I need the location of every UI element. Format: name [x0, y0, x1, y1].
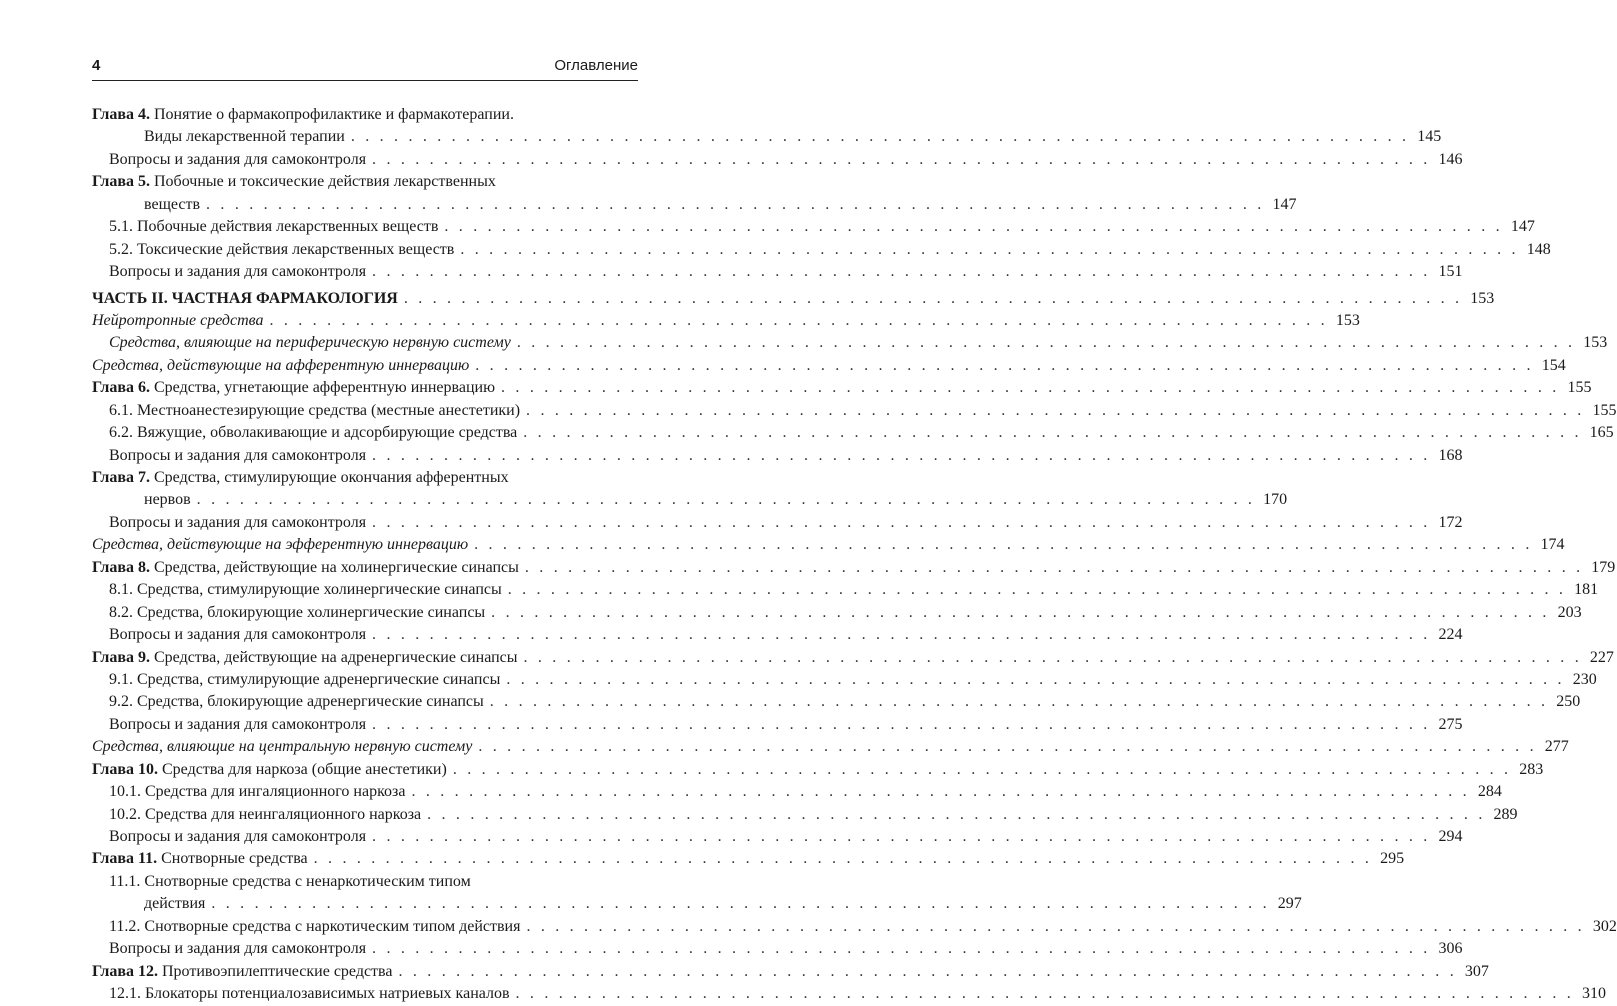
table-of-contents — [92, 104, 1617, 1006]
toc-entry-text: Вопросы и задания для самоконтроля — [109, 513, 367, 531]
toc-entry-title — [92, 310, 263, 332]
toc-entry-title — [109, 624, 366, 646]
dot-leader: . . . . . . . . . . . . . . . . . . . . . . . . . . . . . . . . . . . . . . . . . . . . . . . . . . . . . . . . . . . . . . . . . . . . . . . . . . — [372, 513, 1431, 531]
dot-leader: . . . . . . . . . . . . . . . . . . . . . . . . . . . . . . . . . . . . . . . . . . . . . . . . . . . . . . . . . . . . . . . . . . . . . . . . . . — [372, 715, 1431, 733]
toc-page-number: 224 — [1438, 626, 1463, 644]
dot-leader: . . . . . . . . . . . . . . . . . . . . . . . . . . . . . . . . . . . . . . . . . . . . . . . . . . . . . . . . . . . . . . . . . . . . . . . . . . — [313, 850, 1373, 868]
toc-page-number: 181 — [1574, 581, 1599, 599]
toc-page-number: 174 — [1540, 536, 1565, 554]
toc-page-number: 294 — [1438, 828, 1463, 845]
toc-entry-title — [109, 400, 520, 422]
dot-leader: . . . . . . . . . . . . . . . . . . . . . . . . . . . . . . . . . . . . . . . . . . . . . . . . . . . . . . . . . . . . . . . . . . . . . . . . . . — [398, 962, 1457, 980]
toc-entry-title — [144, 489, 191, 511]
toc-entry-title — [109, 216, 438, 238]
dot-leader: . . . . . . . . . . . . . . . . . . . . . . . . . . . . . . . . . . . . . . . . . . . . . . . . . . . . . . . . . . . . . . . . . . . . . . . . . . — [523, 648, 1582, 666]
page-number: 4 — [92, 57, 101, 74]
toc-entry-text: Средства для наркоза (общие анестетики) — [158, 760, 447, 778]
dot-leader: . . . . . . . . . . . . . . . . . . . . . . . . . . . . . . . . . . . . . . . . . . . . . . . . . . . . . . . . . . . . . . . . . . . . . . . . . . — [507, 581, 1567, 599]
toc-entry-text: Средства, влияющие на центральную нервную систему — [92, 738, 473, 756]
toc-entry — [92, 579, 1599, 601]
toc-entry-title — [92, 355, 469, 377]
dot-leader: . . . . . . . . . . . . . . . . . . . . . . . . . . . . . . . . . . . . . . . . . . . . . . . . . . . . . . . . . . . . . . . . . . . . . . . . . . — [474, 536, 1533, 554]
dot-leader: . . . . . . . . . . . . . . . . . . . . . . . . . . . . . . . . . . . . . . . . . . . . . . . . . . . . . . . . . . . . . . . . . . . . . . . . . . — [526, 917, 1585, 935]
dot-leader: . . . . . . . . . . . . . . . . . . . . . . . . . . . . . . . . . . . . . . . . . . . . . . . . . . . . . . . . . . . . . . . . . . . . . . . . . . — [506, 670, 1565, 688]
dot-leader: . . . . . . . . . . . . . . . . . . . . . . . . . . . . . . . . . . . . . . . . . . . . . . . . . . . . . . . . . . . . . . . . . . . . . . . . . . — [526, 401, 1585, 419]
toc-entry-title — [92, 104, 638, 126]
toc-entry-text: 6.2. Вяжущие, обволакивающие и адсорбирующие средства — [109, 424, 518, 442]
chapter-label: Глава 6. — [92, 379, 150, 397]
dot-leader: . . . . . . . . . . . . . . . . . . . . . . . . . . . . . . . . . . . . . . . . . . . . . . . . . . . . . . . . . . . . . . . . . . . . . . . . . . — [491, 603, 1550, 621]
toc-entry — [92, 512, 1463, 534]
toc-entry — [92, 400, 1617, 422]
toc-entry — [92, 239, 1551, 261]
chapter-label: Глава 8. — [92, 558, 150, 576]
dot-leader: . . . . . . . . . . . . . . . . . . . . . . . . . . . . . . . . . . . . . . . . . . . . . . . . . . . . . . . . . . . . . . . . . . . . . . . . . . — [460, 240, 1519, 258]
toc-page-number: 147 — [1272, 195, 1297, 213]
toc-entry — [92, 916, 1617, 938]
toc-entry-text: Понятие о фармакопрофилактике и фармакотерапии. — [150, 106, 514, 123]
toc-entry — [92, 736, 1569, 758]
toc-entry-text: 5.1. Побочные действия лекарственных веществ — [109, 218, 439, 236]
toc-entry-title — [92, 557, 519, 579]
chapter-label: Глава 12. — [92, 962, 158, 980]
toc-entry-title — [109, 669, 500, 691]
toc-page-number: 283 — [1519, 760, 1544, 778]
toc-page-number: 153 — [1470, 289, 1495, 307]
chapter-label: Глава 7. — [92, 469, 150, 486]
dot-leader: . . . . . . . . . . . . . . . . . . . . . . . . . . . . . . . . . . . . . . . . . . . . . . . . . . . . . . . . . . . . . . . . . . . . . . . . . . — [524, 558, 1584, 576]
toc-page-number: 227 — [1589, 648, 1614, 666]
toc-entry — [92, 714, 1463, 736]
dot-leader: . . . . . . . . . . . . . . . . . . . . . . . . . . . . . . . . . . . . . . . . . . . . . . . . . . . . . . . . . . . . . . . . . . . . . . . . . . — [478, 738, 1537, 756]
toc-entry — [92, 826, 1463, 848]
toc-entry-text: Виды лекарственной терапии — [144, 128, 345, 146]
toc-entry-title — [92, 534, 468, 556]
toc-entry-title — [92, 759, 447, 781]
toc-entry-title — [92, 171, 638, 193]
chapter-label: Глава 11. — [92, 850, 158, 868]
toc-entry-title — [92, 647, 518, 669]
toc-entry-title — [144, 893, 205, 915]
toc-entry — [92, 961, 1489, 983]
toc-entry-text: 12.1. Блокаторы потенциалозависимых натриевых каналов — [109, 985, 510, 1003]
toc-page-number: 165 — [1589, 424, 1614, 442]
chapter-label: Глава 5. — [92, 173, 150, 191]
toc-entry-title — [109, 602, 485, 624]
toc-entry-text: Противоэпилептические средства — [158, 962, 393, 980]
chapter-label: Глава 9. — [92, 648, 150, 666]
toc-entry-text: 11.1. Снотворные средства с ненаркотическим типом — [109, 872, 471, 890]
toc-entry-title — [92, 377, 495, 399]
toc-entry-title — [109, 261, 366, 283]
toc-entry — [92, 759, 1544, 781]
toc-entry-text: Вопросы и задания для самоконтроля — [109, 828, 367, 845]
dot-leader: . . . . . . . . . . . . . . . . . . . . . . . . . . . . . . . . . . . . . . . . . . . . . . . . . . . . . . . . . . . . . . . . . . . . . . . . . . — [206, 195, 1265, 213]
toc-page-number: 277 — [1544, 738, 1569, 756]
toc-entry — [92, 534, 1565, 556]
toc-entry-title — [92, 848, 308, 870]
dot-leader: . . . . . . . . . . . . . . . . . . . . . . . . . . . . . . . . . . . . . . . . . . . . . . . . . . . . . . . . . . . . . . . . . . . . . . . . . . — [516, 334, 1576, 352]
chapter-label: ЧАСТЬ II. ЧАСТНАЯ ФАРМАКОЛОГИЯ — [92, 289, 398, 307]
toc-entry — [92, 467, 638, 489]
toc-entry-text: Средства, угнетающие афферентную иннервацию — [150, 379, 496, 397]
toc-entry-title — [109, 691, 484, 713]
toc-entry-title — [92, 467, 638, 489]
toc-entry — [92, 669, 1597, 691]
toc-page-number: 284 — [1477, 783, 1502, 801]
toc-page-number: 310 — [1581, 985, 1606, 1003]
toc-entry — [92, 804, 1518, 826]
toc-entry-title — [109, 871, 638, 893]
toc-entry — [92, 355, 1566, 377]
toc-entry — [92, 332, 1608, 354]
toc-page-number: 230 — [1572, 670, 1597, 688]
dot-leader: . . . . . . . . . . . . . . . . . . . . . . . . . . . . . . . . . . . . . . . . . . . . . . . . . . . . . . . . . . . . . . . . . . . . . . . . . . — [350, 128, 1410, 146]
toc-entry-title — [109, 938, 366, 960]
dot-leader: . . . . . . . . . . . . . . . . . . . . . . . . . . . . . . . . . . . . . . . . . . . . . . . . . . . . . . . . . . . . . . . . . . . . . . . . . . — [427, 805, 1486, 823]
toc-entry-text: 6.1. Местноанестезирующие средства (местные анестетики) — [109, 401, 521, 419]
toc-entry-title — [109, 714, 366, 736]
toc-entry-text: веществ — [144, 195, 201, 213]
dot-leader: . . . . . . . . . . . . . . . . . . . . . . . . . . . . . . . . . . . . . . . . . . . . . . . . . . . . . . . . . . . . . . . . . . . . . . . . . . — [372, 263, 1431, 281]
toc-entry-title — [109, 332, 511, 354]
toc-entry-text: нервов — [144, 491, 191, 509]
toc-entry — [92, 983, 1606, 1005]
toc-entry-title — [92, 288, 398, 310]
dot-leader: . . . . . . . . . . . . . . . . . . . . . . . . . . . . . . . . . . . . . . . . . . . . . . . . . . . . . . . . . . . . . . . . . . . . . . . . . . — [196, 491, 1256, 509]
toc-entry — [92, 104, 638, 126]
toc-entry — [92, 216, 1535, 238]
toc-entry-text: Вопросы и задания для самоконтроля — [109, 626, 367, 644]
dot-leader: . . . . . . . . . . . . . . . . . . . . . . . . . . . . . . . . . . . . . . . . . . . . . . . . . . . . . . . . . . . . . . . . . . . . . . . . . . — [372, 150, 1431, 168]
dot-leader: . . . . . . . . . . . . . . . . . . . . . . . . . . . . . . . . . . . . . . . . . . . . . . . . . . . . . . . . . . . . . . . . . . . . . . . . . . — [372, 446, 1431, 464]
toc-page-number: 168 — [1438, 446, 1463, 464]
toc-entry-title — [144, 194, 200, 216]
toc-page-number: 170 — [1263, 491, 1288, 509]
chapter-label: Глава 10. — [92, 760, 158, 778]
dot-leader: . . . . . . . . . . . . . . . . . . . . . . . . . . . . . . . . . . . . . . . . . . . . . . . . . . . . . . . . . . . . . . . . . . . . . . . . . . — [489, 693, 1549, 711]
toc-entry-title — [109, 781, 405, 803]
toc-page-number: 203 — [1557, 603, 1582, 621]
chapter-label: Глава 4. — [92, 106, 150, 123]
toc-entry-text: 5.2. Токсические действия лекарственных веществ — [109, 240, 455, 258]
toc-entry-text: Средства, действующие на адренергические синапсы — [150, 648, 518, 666]
toc-entry — [92, 445, 1463, 467]
toc-page-number: 148 — [1526, 240, 1551, 258]
toc-entry-text: Побочные и токсические действия лекарственных — [150, 173, 496, 191]
toc-page-number: 155 — [1592, 401, 1617, 419]
toc-entry — [92, 149, 1463, 171]
toc-entry — [92, 126, 1442, 148]
dot-leader: . . . . . . . . . . . . . . . . . . . . . . . . . . . . . . . . . . . . . . . . . . . . . . . . . . . . . . . . . . . . . . . . . . . . . . . . . . — [452, 760, 1512, 778]
toc-entry-text: 8.2. Средства, блокирующие холинергические синапсы — [109, 603, 486, 621]
toc-entry-text: 11.2. Снотворные средства с наркотическим типом действия — [109, 917, 521, 935]
dot-leader: . . . . . . . . . . . . . . . . . . . . . . . . . . . . . . . . . . . . . . . . . . . . . . . . . . . . . . . . . . . . . . . . . . . . . . . . . . — [411, 783, 1470, 801]
toc-entry — [92, 602, 1582, 624]
toc-entry-title — [92, 961, 393, 983]
toc-entry-text: 10.2. Средства для неингаляционного наркоза — [109, 805, 422, 823]
toc-page-number: 295 — [1380, 850, 1405, 868]
toc-entry-title — [109, 239, 454, 261]
toc-entry — [92, 557, 1616, 579]
toc-entry-title — [109, 445, 366, 467]
dot-leader: . . . . . . . . . . . . . . . . . . . . . . . . . . . . . . . . . . . . . . . . . . . . . . . . . . . . . . . . . . . . . . . . . . . . . . . . . . — [403, 289, 1463, 307]
toc-entry — [92, 691, 1581, 713]
dot-leader: . . . . . . . . . . . . . . . . . . . . . . . . . . . . . . . . . . . . . . . . . . . . . . . . . . . . . . . . . . . . . . . . . . . . . . . . . . — [501, 379, 1560, 397]
toc-entry — [92, 171, 638, 193]
toc-entry-text: Вопросы и задания для самоконтроля — [109, 446, 367, 464]
toc-entry — [92, 871, 638, 893]
running-header — [92, 54, 638, 81]
running-title: Оглавление — [554, 57, 638, 74]
toc-entry-text: Вопросы и задания для самоконтроля — [109, 715, 367, 733]
dot-leader: . . . . . . . . . . . . . . . . . . . . . . . . . . . . . . . . . . . . . . . . . . . . . . . . . . . . . . . . . . . . . . . . . . . . . . . . . . — [523, 424, 1582, 442]
toc-entry — [92, 288, 1495, 310]
toc-entry — [92, 647, 1614, 669]
toc-page-number: 307 — [1464, 962, 1489, 980]
toc-entry — [92, 489, 1288, 511]
toc-entry-text: 9.2. Средства, блокирующие адренергические синапсы — [109, 693, 484, 711]
toc-page-number: 289 — [1493, 805, 1518, 823]
toc-entry — [92, 781, 1502, 803]
dot-leader: . . . . . . . . . . . . . . . . . . . . . . . . . . . . . . . . . . . . . . . . . . . . . . . . . . . . . . . . . . . . . . . . . . . . . . . . . . — [372, 940, 1431, 958]
toc-entry — [92, 848, 1405, 870]
toc-entry-title — [109, 422, 517, 444]
toc-entry-title — [109, 983, 510, 1005]
toc-entry-title — [109, 579, 502, 601]
toc-entry — [92, 261, 1463, 283]
toc-page-number: 275 — [1438, 715, 1463, 733]
toc-entry-text: Средства, действующие на эфферентную иннервацию — [92, 536, 469, 554]
toc-entry-text: 10.1. Средства для ингаляционного наркоза — [109, 783, 406, 801]
dot-leader: . . . . . . . . . . . . . . . . . . . . . . . . . . . . . . . . . . . . . . . . . . . . . . . . . . . . . . . . . . . . . . . . . . . . . . . . . . — [269, 311, 1328, 329]
toc-entry-text: 8.1. Средства, стимулирующие холинергические синапсы — [109, 581, 502, 599]
toc-entry-title — [109, 804, 421, 826]
toc-entry-text: Вопросы и задания для самоконтроля — [109, 263, 367, 281]
toc-page-number: 153 — [1583, 334, 1608, 352]
toc-entry-title — [144, 126, 345, 148]
toc-entry-text: 9.1. Средства, стимулирующие адренергические синапсы — [109, 670, 501, 688]
toc-entry — [92, 422, 1614, 444]
toc-page-number: 172 — [1438, 513, 1463, 531]
dot-leader: . . . . . . . . . . . . . . . . . . . . . . . . . . . . . . . . . . . . . . . . . . . . . . . . . . . . . . . . . . . . . . . . . . . . . . . . . . — [475, 356, 1534, 374]
toc-entry — [92, 624, 1463, 646]
toc-entry — [92, 938, 1463, 960]
toc-entry-text: Нейротропные средства — [92, 311, 264, 329]
toc-page-number: 179 — [1591, 558, 1616, 576]
toc-page-number: 145 — [1417, 128, 1442, 146]
dot-leader: . . . . . . . . . . . . . . . . . . . . . . . . . . . . . . . . . . . . . . . . . . . . . . . . . . . . . . . . . . . . . . . . . . . . . . . . . . — [372, 626, 1431, 644]
toc-page-number: 297 — [1277, 895, 1302, 913]
toc-entry-text: Вопросы и задания для самоконтроля — [109, 150, 367, 168]
toc-page-number: 250 — [1556, 693, 1581, 711]
toc-entry-title — [109, 149, 366, 171]
toc-entry — [92, 893, 1302, 915]
toc-entry — [92, 310, 1360, 332]
toc-entry-text: Средства, действующие на афферентную иннервацию — [92, 356, 470, 374]
toc-page-number: 151 — [1438, 263, 1463, 281]
toc-entry-title — [109, 826, 366, 848]
toc-entry-text: Снотворные средства — [157, 850, 308, 868]
toc-page-number: 146 — [1438, 150, 1463, 168]
toc-entry-text: Вопросы и задания для самоконтроля — [109, 940, 367, 958]
toc-entry-text: Средства, стимулирующие окончания афферентных — [150, 469, 509, 486]
dot-leader: . . . . . . . . . . . . . . . . . . . . . . . . . . . . . . . . . . . . . . . . . . . . . . . . . . . . . . . . . . . . . . . . . . . . . . . . . . — [372, 828, 1431, 845]
toc-page-number: 147 — [1510, 218, 1535, 236]
toc-page-number: 155 — [1567, 379, 1592, 397]
toc-entry-title — [109, 512, 366, 534]
dot-leader: . . . . . . . . . . . . . . . . . . . . . . . . . . . . . . . . . . . . . . . . . . . . . . . . . . . . . . . . . . . . . . . . . . . . . . . . . . — [515, 985, 1574, 1003]
toc-entry — [92, 377, 1592, 399]
toc-page-number: 153 — [1335, 311, 1360, 329]
toc-page-number: 154 — [1541, 356, 1566, 374]
toc-page-number: 302 — [1592, 917, 1617, 935]
toc-page-number: 306 — [1438, 940, 1463, 958]
toc-entry-text: действия — [144, 895, 206, 913]
dot-leader: . . . . . . . . . . . . . . . . . . . . . . . . . . . . . . . . . . . . . . . . . . . . . . . . . . . . . . . . . . . . . . . . . . . . . . . . . . — [444, 218, 1503, 236]
toc-entry-title — [92, 736, 472, 758]
toc-entry-title — [109, 916, 520, 938]
toc-entry-text: Средства, влияющие на периферическую нервную систему — [109, 334, 511, 352]
toc-entry — [92, 194, 1297, 216]
dot-leader: . . . . . . . . . . . . . . . . . . . . . . . . . . . . . . . . . . . . . . . . . . . . . . . . . . . . . . . . . . . . . . . . . . . . . . . . . . — [211, 895, 1270, 913]
toc-entry-text: Средства, действующие на холинергические синапсы — [150, 558, 519, 576]
